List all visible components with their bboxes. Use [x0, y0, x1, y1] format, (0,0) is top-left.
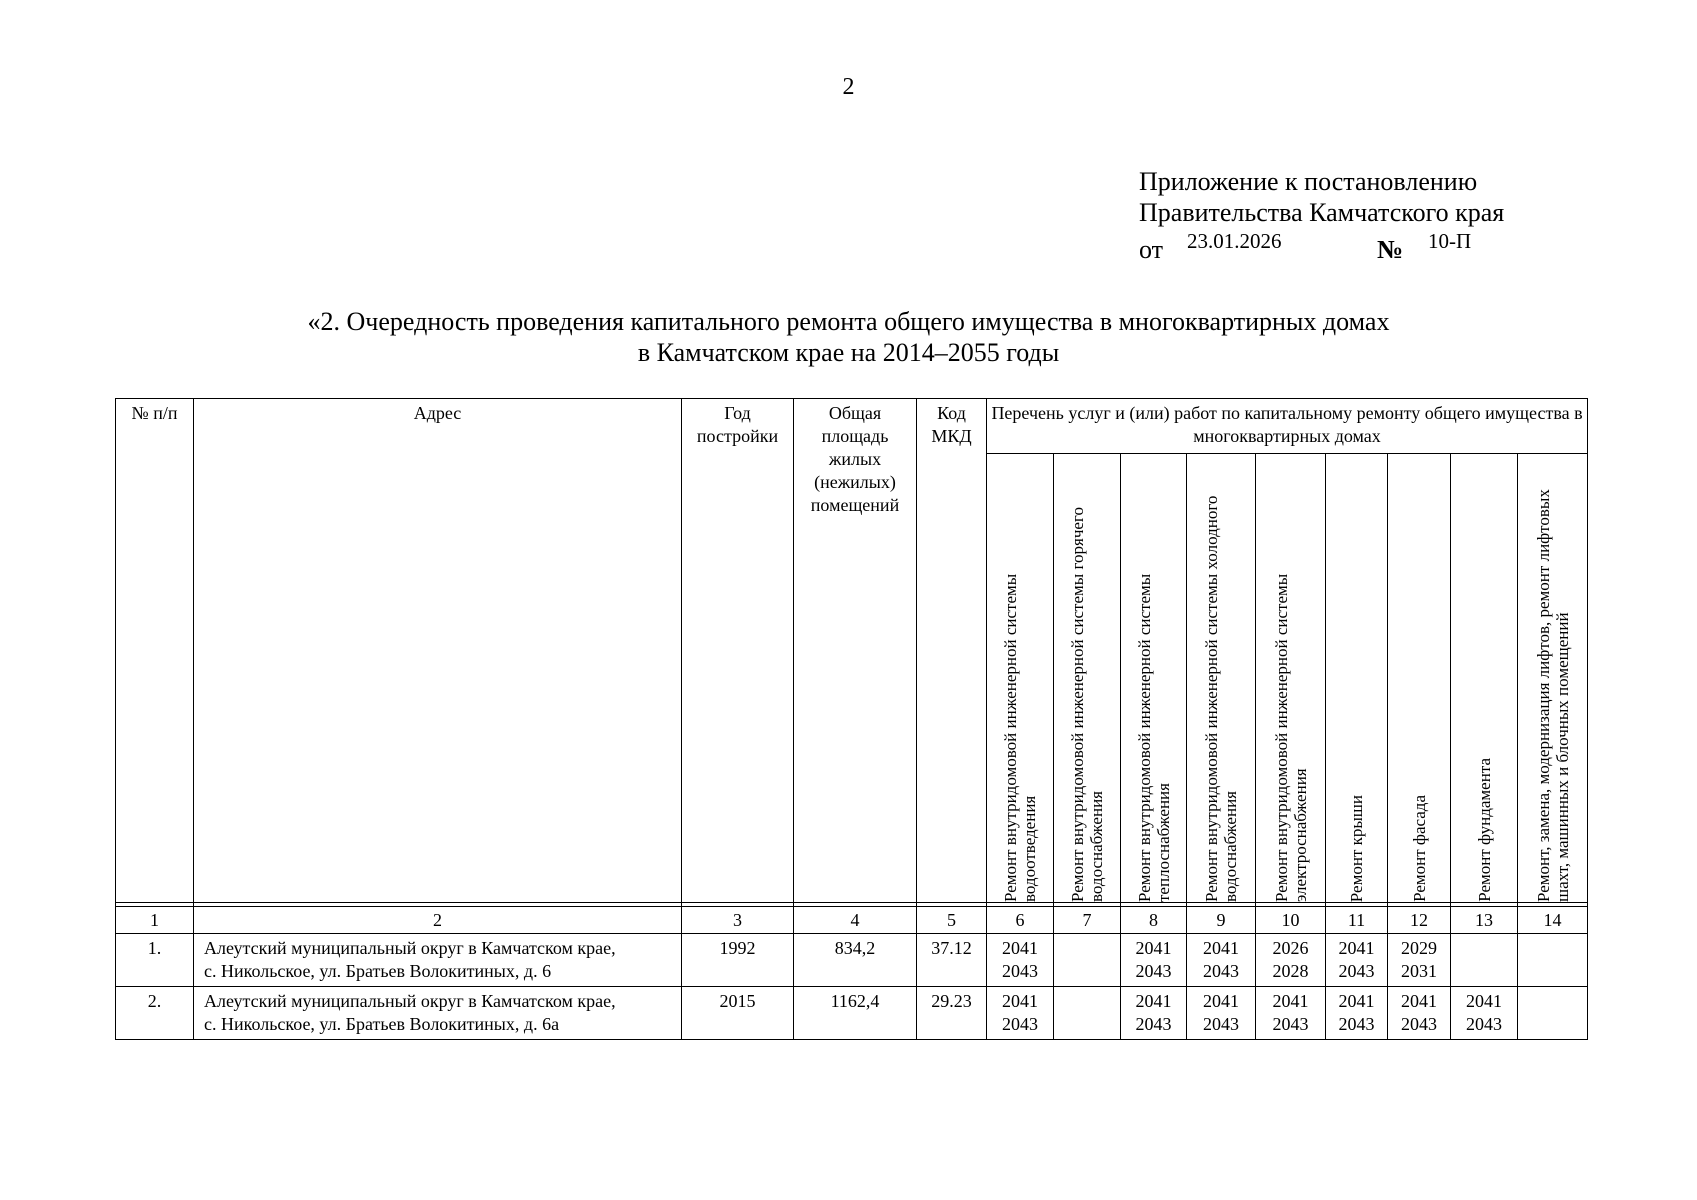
title-line-2: в Камчатском крае на 2014–2055 годы: [637, 338, 1060, 367]
row-work-cell: [1121, 987, 1187, 1040]
header-work-5: [1256, 454, 1326, 903]
header-year: Год постройки: [682, 399, 794, 903]
column-number: 10: [1256, 907, 1326, 934]
header-work-9: [1518, 454, 1588, 903]
column-number: 6: [987, 907, 1054, 934]
row-address-line-1: Алеутский муниципальный округ в Камчатском крае,: [204, 991, 616, 1011]
row-address-line-1: Алеутский муниципальный округ в Камчатском крае,: [204, 938, 616, 958]
row-area: 1162,4: [794, 987, 917, 1040]
header-work-6-label: Ремонт крыши: [1347, 794, 1366, 902]
work-year-end: 2043: [1002, 961, 1038, 981]
work-year-end: 2043: [1135, 1014, 1172, 1034]
row-address: [194, 934, 682, 987]
header-works-group: Перечень услуг и (или) работ по капитальному ремонту общего имущества в многоквартирных домах: [987, 399, 1588, 454]
header-work-6: [1326, 454, 1388, 903]
row-work-cell: [1187, 987, 1256, 1040]
work-year-end: 2043: [1272, 1014, 1309, 1034]
work-year-start: 2041: [1135, 938, 1172, 958]
header-work-5-label: Ремонт внутридомовой инженерной системы электроснабжения: [1271, 573, 1310, 902]
work-year-start: 2041: [1338, 991, 1375, 1011]
document-title: [0, 306, 1697, 368]
column-number: 2: [194, 907, 682, 934]
row-address-line-2: с. Никольское, ул. Братьев Волокитиных, д. 6: [204, 961, 552, 981]
header-code: Код МКД: [917, 399, 987, 903]
work-year-start: 2041: [1338, 938, 1375, 958]
appendix-ot-label: от: [1139, 235, 1164, 264]
header-work-2: [1054, 454, 1121, 903]
row-work-cell: [1451, 934, 1518, 987]
work-year-start: 2041: [1466, 991, 1502, 1011]
table-row: [116, 987, 1588, 1040]
work-year-start: 2041: [1272, 991, 1309, 1011]
header-address: Адрес: [194, 399, 682, 903]
header-work-8-label: Ремонт фундамента: [1474, 758, 1494, 902]
header-work-2-label: Ремонт внутридомовой инженерной системы горячего водоснабжения: [1068, 507, 1106, 902]
column-number: 12: [1388, 907, 1451, 934]
column-number: 11: [1326, 907, 1388, 934]
work-year-start: 2041: [1203, 991, 1239, 1011]
work-year-start: 2041: [1002, 938, 1038, 958]
header-work-1: [987, 454, 1054, 903]
work-year-start: 2041: [1401, 991, 1437, 1011]
header-work-8: [1451, 454, 1518, 903]
column-number: 1: [116, 907, 194, 934]
row-work-cell: [1121, 934, 1187, 987]
row-work-cell: [1054, 987, 1121, 1040]
row-work-cell: [1518, 987, 1588, 1040]
work-year-end: 2028: [1272, 961, 1309, 981]
row-work-cell: [1187, 934, 1256, 987]
appendix-number-label: №: [1377, 235, 1404, 264]
header-work-4-label: Ремонт внутридомовой инженерной системы холодного водоснабжения: [1202, 495, 1240, 902]
header-work-9-label: Ремонт, замена, модернизация лифтов, ремонт лифтовых шахт, машинных и блочных помещений: [1533, 489, 1572, 902]
appendix-line-1: Приложение к постановлению: [1139, 167, 1478, 196]
page-number: 2: [842, 74, 855, 100]
column-numbers-row: [116, 907, 1588, 934]
work-year-end: 2043: [1203, 961, 1239, 981]
row-address-line-2: с. Никольское, ул. Братьев Волокитиных, д. 6а: [204, 1014, 560, 1034]
row-year: 1992: [682, 934, 794, 987]
work-year-start: 2041: [1135, 991, 1172, 1011]
header-work-4: [1187, 454, 1256, 903]
appendix-line-2: Правительства Камчатского края: [1139, 198, 1505, 227]
row-work-cell: [1388, 934, 1451, 987]
work-year-end: 2031: [1401, 961, 1437, 981]
column-number: 3: [682, 907, 794, 934]
row-year: 2015: [682, 987, 794, 1040]
column-number: 14: [1518, 907, 1588, 934]
header-work-7: [1388, 454, 1451, 903]
row-area: 834,2: [794, 934, 917, 987]
header-work-1-label: Ремонт внутридомовой инженерной системы водоотведения: [1001, 573, 1039, 902]
header-work-7-label: Ремонт фасада: [1409, 795, 1429, 902]
row-work-cell: [987, 987, 1054, 1040]
row-work-cell: [1518, 934, 1588, 987]
column-number: 13: [1451, 907, 1518, 934]
appendix-block: [1139, 166, 1504, 264]
work-year-start: 2041: [1002, 991, 1038, 1011]
row-address: [194, 987, 682, 1040]
row-work-cell: [1256, 934, 1326, 987]
appendix-number: 10-П: [1428, 229, 1472, 253]
row-code: 37.12: [917, 934, 987, 987]
row-work-cell: [1326, 987, 1388, 1040]
work-year-end: 2043: [1002, 1014, 1038, 1034]
column-number: 8: [1121, 907, 1187, 934]
work-year-start: 2029: [1401, 938, 1437, 958]
table-row: [116, 934, 1588, 987]
appendix-signature-row: [1139, 228, 1504, 264]
column-number: 7: [1054, 907, 1121, 934]
header-work-3-label: Ремонт внутридомовой инженерной системы теплоснабжения: [1134, 573, 1173, 902]
work-year-end: 2043: [1338, 961, 1375, 981]
header-area: Общая площадь жилых (нежилых) помещений: [794, 399, 917, 903]
row-work-cell: [1388, 987, 1451, 1040]
work-year-end: 2043: [1203, 1014, 1239, 1034]
row-work-cell: [1054, 934, 1121, 987]
row-code: 29.23: [917, 987, 987, 1040]
header-row-1: [116, 399, 1588, 454]
title-line-1: «2. Очередность проведения капитального ремонта общего имущества в многоквартирных домах: [307, 307, 1390, 336]
appendix-date: 23.01.2026: [1187, 229, 1282, 253]
work-year-end: 2043: [1466, 1014, 1502, 1034]
column-number: 4: [794, 907, 917, 934]
work-year-end: 2043: [1401, 1014, 1437, 1034]
work-year-start: 2041: [1203, 938, 1239, 958]
column-number: 5: [917, 907, 987, 934]
work-year-start: 2026: [1272, 938, 1309, 958]
header-num: № п/п: [116, 399, 194, 903]
repair-schedule-table: [115, 398, 1588, 1040]
header-work-3: [1121, 454, 1187, 903]
work-year-end: 2043: [1338, 1014, 1375, 1034]
work-year-end: 2043: [1135, 961, 1172, 981]
row-work-cell: [987, 934, 1054, 987]
row-number: 2.: [116, 987, 194, 1040]
row-work-cell: [1451, 987, 1518, 1040]
column-number: 9: [1187, 907, 1256, 934]
row-work-cell: [1326, 934, 1388, 987]
row-number: 1.: [116, 934, 194, 987]
row-work-cell: [1256, 987, 1326, 1040]
